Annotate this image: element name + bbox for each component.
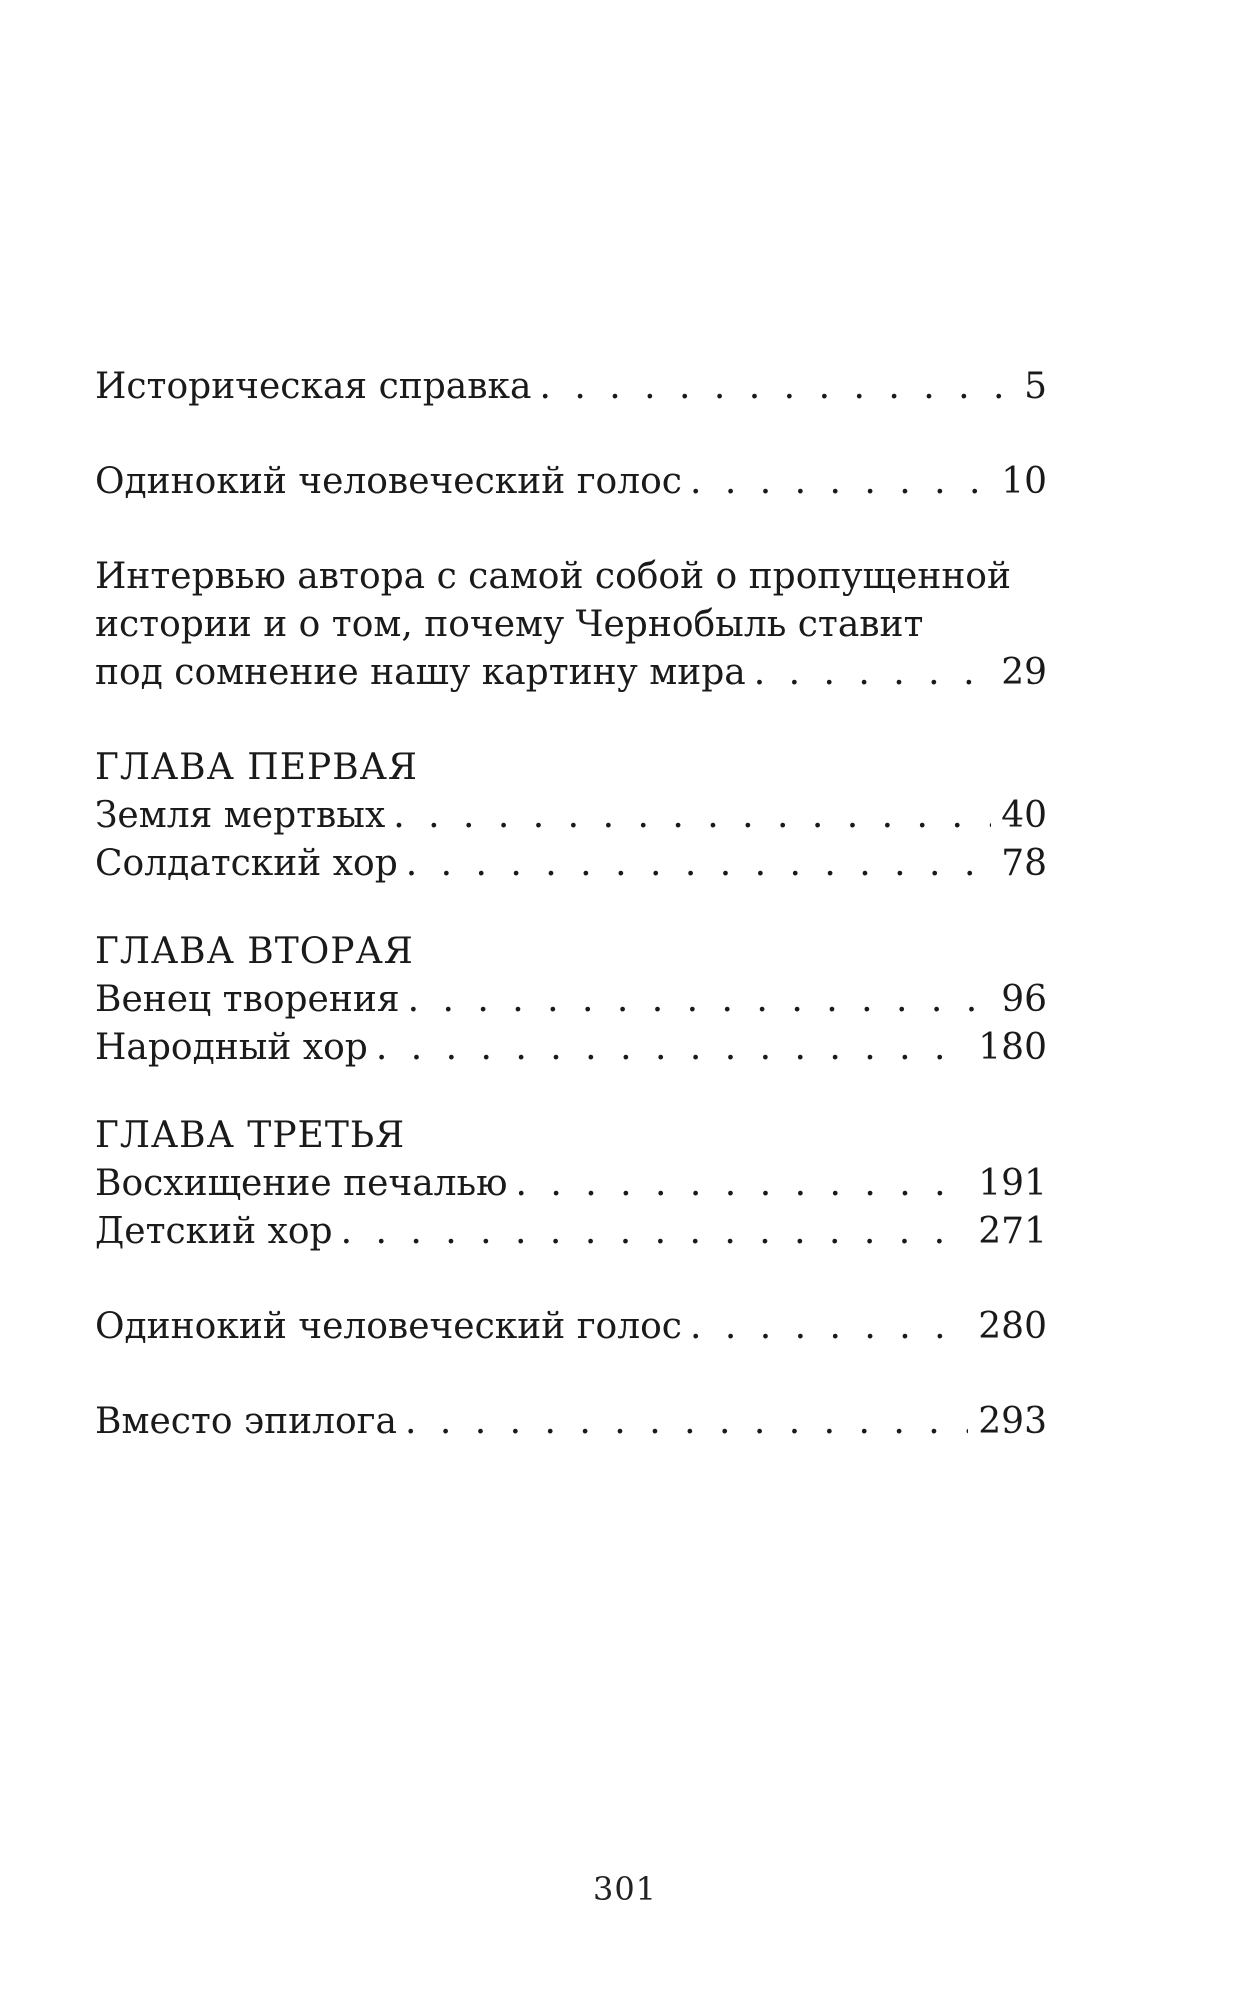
toc-entry-title-line: Интервью автора с самой собой о пропущенной — [95, 556, 1011, 597]
chapter-heading: ГЛАВА ТРЕТЬЯ — [95, 1115, 406, 1156]
dot-leader — [408, 976, 992, 1024]
toc-entry-epilogue — [95, 1398, 1047, 1446]
table-of-contents — [95, 363, 1047, 1446]
toc-entry-page: 293 — [978, 1401, 1047, 1442]
toc-entry-title: Венец творения — [95, 979, 400, 1020]
toc-entry — [95, 976, 1047, 1024]
dot-leader — [515, 1160, 968, 1208]
toc-entry-title: Вместо эпилога — [95, 1401, 397, 1442]
toc-entry-title-line: истории и о том, почему Чернобыль ставит — [95, 604, 924, 645]
toc-entry-title: Одинокий человеческий голос — [95, 461, 682, 502]
toc-entry-interview — [95, 553, 1047, 697]
dot-leader — [393, 792, 991, 840]
toc-entry-title: Одинокий человеческий голос — [95, 1306, 682, 1347]
toc-entry-title: Солдатский хор — [95, 843, 398, 884]
chapter-two — [95, 928, 1047, 1072]
toc-entry-page: 191 — [978, 1163, 1047, 1204]
dot-leader — [690, 1303, 968, 1351]
toc-entry-title: Народный хор — [95, 1027, 368, 1068]
dot-leader — [376, 1024, 968, 1072]
toc-entry — [95, 1160, 1047, 1208]
chapter-one — [95, 744, 1047, 888]
toc-entry-title: Восхищение печалью — [95, 1163, 508, 1204]
dot-leader — [341, 1208, 969, 1256]
dot-leader — [539, 363, 1014, 411]
page-number: 301 — [592, 1870, 658, 1908]
toc-entry-page: 29 — [1001, 652, 1047, 693]
dot-leader — [690, 458, 991, 506]
toc-entry-lonely-voice — [95, 458, 1047, 506]
toc-entry-title: Земля мертвых — [95, 795, 386, 836]
dot-leader — [754, 649, 991, 697]
chapter-heading: ГЛАВА ВТОРАЯ — [95, 931, 414, 972]
toc-entry-page: 96 — [1001, 979, 1047, 1020]
toc-entry-lonely-voice-closing — [95, 1303, 1047, 1351]
toc-entry — [95, 840, 1047, 888]
chapter-heading: ГЛАВА ПЕРВАЯ — [95, 747, 418, 788]
toc-entry — [95, 792, 1047, 840]
toc-entry-page: 280 — [978, 1306, 1047, 1347]
toc-entry-page: 180 — [978, 1027, 1047, 1068]
toc-entry-page: 40 — [1001, 795, 1047, 836]
toc-entry-page: 271 — [978, 1211, 1047, 1252]
toc-entry — [95, 1208, 1047, 1256]
dot-leader — [406, 840, 991, 888]
toc-entry-title: Детский хор — [95, 1211, 333, 1252]
dot-leader — [405, 1398, 968, 1446]
toc-entry-title: Историческая справка — [95, 366, 532, 407]
toc-entry-title-line: под сомнение нашу картину мира — [95, 652, 746, 693]
toc-entry-page: 78 — [1001, 843, 1047, 884]
toc-entry-page: 5 — [1024, 366, 1047, 407]
toc-entry — [95, 1024, 1047, 1072]
toc-entry-historical-note — [95, 363, 1047, 411]
toc-entry-page: 10 — [1001, 461, 1047, 502]
chapter-three — [95, 1112, 1047, 1256]
toc-entry-last-line — [95, 649, 1047, 697]
